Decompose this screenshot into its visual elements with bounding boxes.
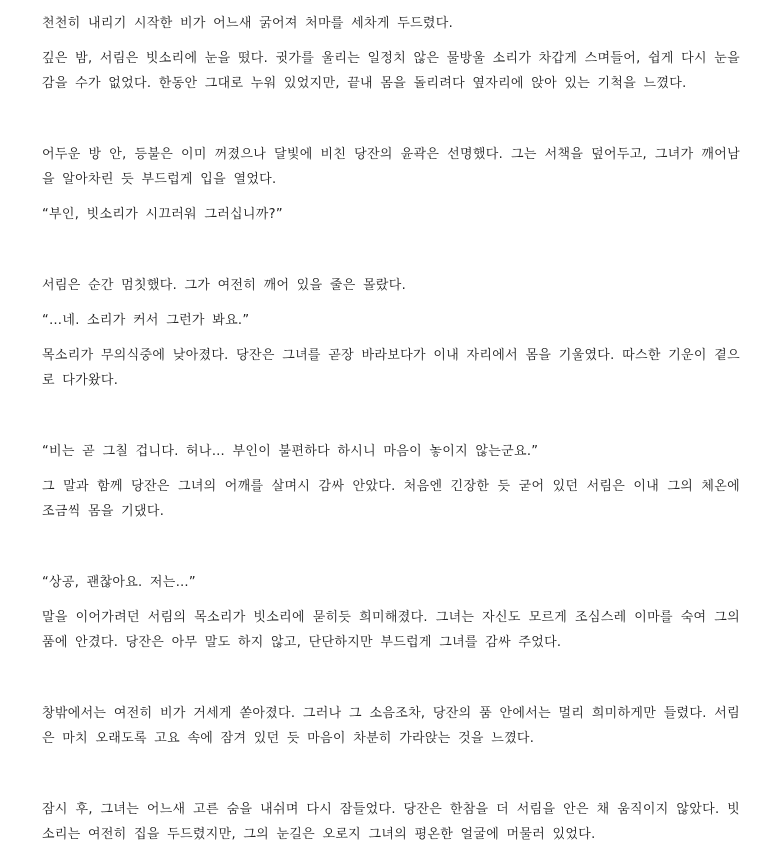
paragraph-7: 목소리가 무의식중에 낮아졌다. 당잔은 그녀를 곧장 바라보다가 이내 자리에서 몸을 기울였다. 따스한 기운이 곁으로 다가왔다. [42, 348, 740, 388]
paragraph-2: 깊은 밤, 서림은 빗소리에 눈을 떴다. 귓가를 울리는 일정치 않은 물방울 소리가 차갑게 스며들어, 쉽게 다시 눈을 감을 수가 없었다. 한동안 그대로 누워 있었지만, 끝내 몸을 돌리려다 옆자리에 앉아 있는 기척을 느꼈다. [42, 51, 740, 91]
paragraph-5: 서림은 순간 멈칫했다. 그가 여전히 깨어 있을 줄은 몰랐다. [42, 278, 407, 293]
paragraph-12: 창밖에서는 여전히 비가 거세게 쏟아졌다. 그러나 그 소음조차, 당잔의 품 안에서는 멀리 희미하게만 들렸다. 서림은 마치 오래도록 고요 속에 잠겨 있던 듯 마음이 차분히 가라앉는 것을 느꼈다. [42, 706, 740, 746]
paragraph-6-dialogue: “…네. 소리가 커서 그런가 봐요.” [42, 313, 250, 328]
paragraph-9: 그 말과 함께 당잔은 그녀의 어깨를 살며시 감싸 안았다. 처음엔 긴장한 듯 굳어 있던 서림은 이내 그의 체온에 조금씩 몸을 기댔다. [42, 479, 740, 519]
paragraph-1: 천천히 내리기 시작한 비가 어느새 굵어져 처마를 세차게 두드렸다. [42, 16, 454, 31]
paragraph-13: 잠시 후, 그녀는 어느새 고른 숨을 내쉬며 다시 잠들었다. 당잔은 한참을 더 서림을 안은 채 움직이지 않았다. 빗소리는 여전히 집을 두드렸지만, 그의 눈길은 오로지 그녀의 평온한 얼굴에 머물러 있었다. [42, 802, 740, 842]
paragraph-10-dialogue: “상공, 괜찮아요. 저는…” [42, 575, 196, 590]
paragraph-11: 말을 이어가려던 서림의 목소리가 빗소리에 묻히듯 희미해졌다. 그녀는 자신도 모르게 조심스레 이마를 숙여 그의 품에 안겼다. 당잔은 아무 말도 하지 않고, 단단하지만 부드럽게 그녀를 감싸 주었다. [42, 610, 740, 650]
paragraph-8-dialogue: “비는 곧 그칠 겁니다. 허나… 부인이 불편하다 하시니 마음이 놓이지 않는군요.” [42, 444, 539, 459]
paragraph-4-dialogue: “부인, 빗소리가 시끄러워 그러십니까?” [42, 207, 283, 222]
paragraph-3: 어두운 방 안, 등불은 이미 꺼졌으나 달빛에 비친 당잔의 윤곽은 선명했다. 그는 서책을 덮어두고, 그녀가 깨어남을 알아차린 듯 부드럽게 입을 열었다. [42, 147, 740, 187]
